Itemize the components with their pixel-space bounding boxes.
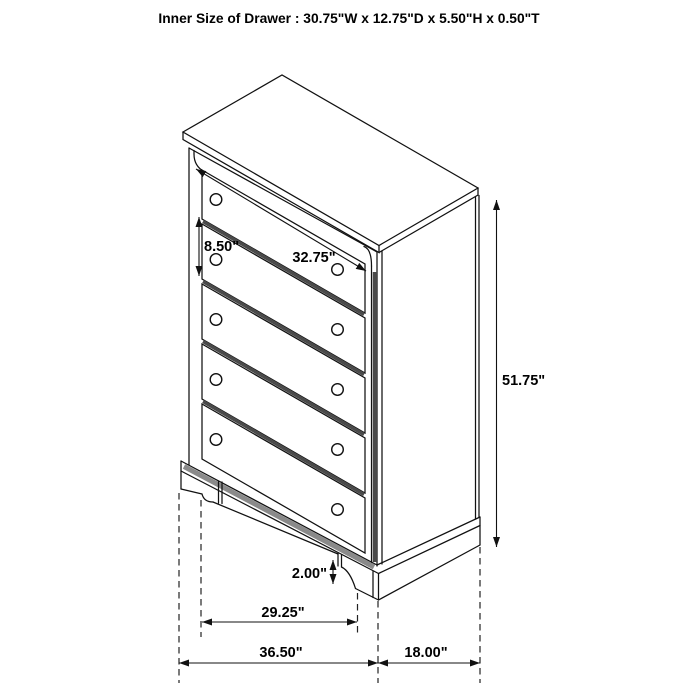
drawer-knob [332, 384, 344, 396]
drawer-knob [210, 314, 222, 326]
drawer-knob [332, 324, 344, 336]
dimension-overall-height [497, 200, 546, 547]
drawer-knob [210, 434, 222, 446]
dim-label-overall-width: 36.50" [259, 645, 303, 661]
dim-label-foot-height: 2.00" [291, 566, 327, 582]
drawer-knob [332, 504, 344, 516]
dimension-overall-depth [378, 645, 480, 663]
dim-label-drawer-width: 32.75" [292, 250, 336, 266]
dim-label-inner-base-width: 29.25" [261, 605, 305, 621]
dim-label-overall-height: 51.75" [502, 373, 546, 389]
dimension-inner-base-width [202, 605, 357, 622]
drawer-knob [332, 444, 344, 456]
dimension-overall-width [179, 645, 378, 663]
drawer-knob [210, 194, 222, 206]
chest-drawing [181, 75, 480, 600]
dim-label-overall-depth: 18.00" [404, 645, 448, 661]
chest-base-side [377, 517, 480, 600]
drawer-knob [210, 374, 222, 386]
page-title: Inner Size of Drawer : 30.75"W x 12.75"D x 5.50"H x 0.50"T [158, 11, 540, 26]
dimension-foot-height [292, 560, 333, 584]
drawer-knob [210, 254, 222, 266]
drawer-stack [184, 170, 374, 567]
dim-label-drawer-height: 8.50" [204, 239, 240, 255]
